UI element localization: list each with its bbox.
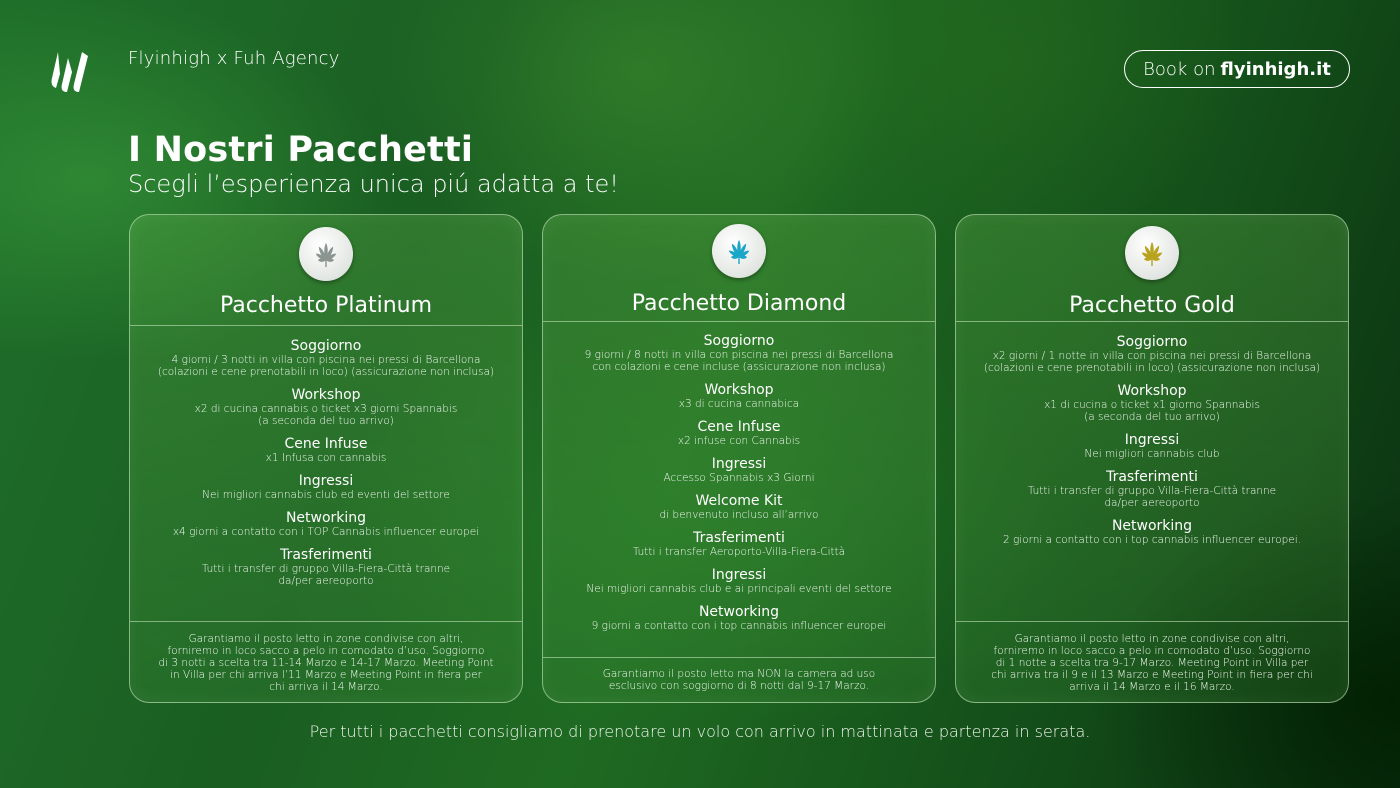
package-item (130, 388, 522, 427)
package-title: Pacchetto Platinum (219, 293, 433, 318)
package-item (130, 511, 522, 538)
item-title: Welcome Kit (695, 493, 783, 509)
item-title: Networking (1111, 518, 1193, 534)
package-items (956, 335, 1348, 556)
book-button[interactable] (1124, 50, 1350, 88)
divider (956, 321, 1348, 322)
item-title: Ingressi (1124, 432, 1180, 448)
item-description: Tutti i transfer di gruppo Villa-Fiera-Città tranne da/per aereoporto (1027, 485, 1277, 509)
item-title: Trasferimenti (1106, 469, 1198, 485)
divider (956, 621, 1348, 622)
page-title: I Nostri Pacchetti (128, 130, 474, 170)
book-button-prefix: Book on (1143, 58, 1216, 80)
cannabis-leaf-gold-icon (1125, 226, 1179, 280)
cannabis-leaf-silver-icon (299, 227, 353, 281)
divider (543, 657, 935, 658)
item-title: Trasferimenti (280, 547, 372, 563)
item-description: 9 giorni a contatto con i top cannabis influencer europei (591, 620, 887, 632)
cannabis-leaf-diamond-icon (712, 224, 766, 278)
item-description: Nei migliori cannabis club e ai principali eventi del settore (586, 583, 892, 595)
package-item (543, 531, 935, 558)
package-item (130, 437, 522, 464)
package-item (130, 339, 522, 378)
package-item (130, 548, 522, 587)
item-title: Cene Infuse (697, 419, 781, 435)
package-item (956, 335, 1348, 374)
item-title: Soggiorno (1116, 334, 1188, 350)
package-item (130, 474, 522, 501)
item-title: Workshop (704, 382, 774, 398)
item-title: Soggiorno (290, 338, 362, 354)
item-description: x3 di cucina cannabica (678, 398, 800, 410)
item-description: 4 giorni / 3 notti in villa con piscina nei pressi di Barcellona (colazioni e cene prenotabili in loco) (assicurazione non inclusa) (157, 354, 495, 378)
package-footnote: Garantiamo il posto letto in zone condivise con altri, forniremo in loco sacco a pelo in comodato d’uso. Soggiorno di 3 notti a scelta tra 11-14 Marzo e 14-17 Marzo. Meeting Point in Villa per chi arriva l’11 Marzo e Meeting Point in fiera per chi arriva il 14 Marzo. (158, 633, 494, 693)
page-subtitle: Scegli l’esperienza unica piú adatta a te! (128, 170, 619, 198)
brand-name: Flyinhigh x Fuh Agency (128, 48, 340, 69)
item-title: Soggiorno (703, 333, 775, 349)
divider (543, 321, 935, 322)
package-item (956, 519, 1348, 546)
package-item (543, 457, 935, 484)
item-description: x2 di cucina cannabis o ticket x3 giorni Spannabis (a seconda del tuo arrivo) (194, 403, 458, 427)
book-button-site: flyinhigh.it (1220, 58, 1331, 80)
package-title: Pacchetto Diamond (631, 291, 847, 316)
brand-logo-icon (48, 48, 90, 94)
package-card-platinum (129, 214, 523, 703)
item-title: Workshop (291, 387, 361, 403)
item-description: x2 infuse con Cannabis (677, 435, 801, 447)
package-item (956, 470, 1348, 509)
package-items (130, 339, 522, 597)
item-description: Nei migliori cannabis club ed eventi del settore (202, 489, 450, 501)
package-item (956, 384, 1348, 423)
package-item (543, 420, 935, 447)
item-description: x1 di cucina o ticket x1 giorno Spannabis (a seconda del tuo arrivo) (1044, 399, 1260, 423)
item-title: Ingressi (711, 456, 767, 472)
package-item (543, 383, 935, 410)
package-title: Pacchetto Gold (1069, 293, 1235, 318)
item-title: Ingressi (711, 567, 767, 583)
package-item (543, 568, 935, 595)
item-description: x2 giorni / 1 notte in villa con piscina nei pressi di Barcellona (colazioni e cene prenotabili in loco) (assicurazione non inclusa) (983, 350, 1321, 374)
item-description: Tutti i transfer Aeroporto-Villa-Fiera-Città (632, 546, 846, 558)
package-item (543, 605, 935, 632)
package-card-diamond (542, 214, 936, 703)
item-title: Cene Infuse (284, 436, 368, 452)
item-description: 9 giorni / 8 notti in villa con piscina nei pressi di Barcellona con colazioni e cene incluse (assicurazione non inclusa) (584, 349, 894, 373)
divider (130, 621, 522, 622)
item-description: Accesso Spannabis x3 Giorni (663, 472, 815, 484)
item-title: Networking (698, 604, 780, 620)
item-description: Tutti i transfer di gruppo Villa-Fiera-Città tranne da/per aereoporto (201, 563, 451, 587)
divider (130, 325, 522, 326)
package-footnote: Garantiamo il posto letto in zone condivise con altri, forniremo in loco sacco a pelo in comodato d’uso. Soggiorno di 1 notte a scelta tra 9-17 Marzo. Meeting Point in Villa per chi arriva tra il 9 e il 13 Marzo e Meeting Point in fiera per chi arriva il 14 Marzo e il 16 Marzo. (991, 633, 1313, 693)
item-description: di benvenuto incluso all’arrivo (659, 509, 819, 521)
item-description: Nei migliori cannabis club (1084, 448, 1220, 460)
package-item (543, 494, 935, 521)
item-title: Ingressi (298, 473, 354, 489)
footer-note: Per tutti i pacchetti consigliamo di prenotare un volo con arrivo in mattinata e partenza in serata. (309, 722, 1091, 741)
item-description: x4 giorni a contatto con i TOP Cannabis influencer europei (172, 526, 480, 538)
item-title: Trasferimenti (693, 530, 785, 546)
item-title: Workshop (1117, 383, 1187, 399)
package-card-gold (955, 214, 1349, 703)
package-item (543, 334, 935, 373)
package-items (543, 334, 935, 642)
package-footnote: Garantiamo il posto letto ma NON la camera ad uso esclusivo con soggiorno di 8 notti dal 9-17 Marzo. (602, 668, 876, 692)
package-item (956, 433, 1348, 460)
item-description: x1 Infusa con cannabis (265, 452, 387, 464)
item-description: 2 giorni a contatto con i top cannabis influencer europei. (1002, 534, 1302, 546)
item-title: Networking (285, 510, 367, 526)
